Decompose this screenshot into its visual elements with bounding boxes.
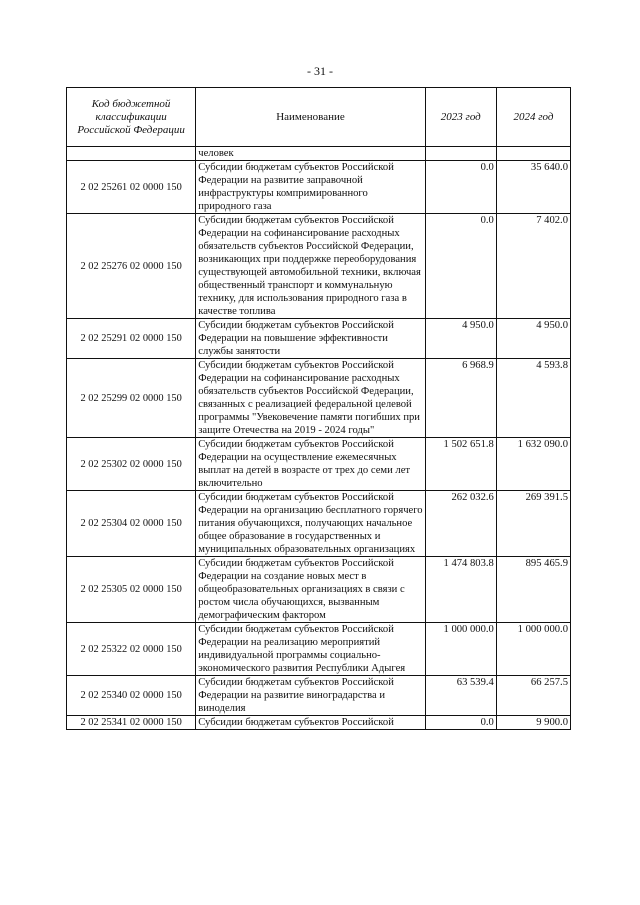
table-row [67, 676, 571, 716]
table-row [67, 161, 571, 214]
row-value-2024: 1 000 000.0 [496, 623, 570, 676]
row-value-2023: 1 000 000.0 [425, 623, 496, 676]
header-year-2023: 2023 год [425, 88, 496, 147]
row-code: 2 02 25304 02 0000 150 [67, 491, 196, 557]
row-value-2023: 4 950.0 [425, 319, 496, 359]
row-name: Субсидии бюджетам субъектов Российской Федерации на софинансирование расходных обязательств субъектов Российской Федерации, связанных с реализацией федеральной целевой программы "Увековечение памяти погибших при защите Отечества на 2019 - 2024 годы" [196, 359, 425, 438]
budget-table [66, 87, 571, 730]
page-number: - 31 - [307, 64, 333, 78]
row-name: Субсидии бюджетам субъектов Российской [196, 716, 425, 730]
row-value-2023: 1 502 651.8 [425, 438, 496, 491]
row-value-2024: 7 402.0 [496, 214, 570, 319]
row-value-2024: 9 900.0 [496, 716, 570, 730]
row-value-2024: 35 640.0 [496, 161, 570, 214]
row-value-2023 [425, 147, 496, 161]
row-value-2024: 4 593.8 [496, 359, 570, 438]
table-row [67, 557, 571, 623]
row-value-2023: 0.0 [425, 716, 496, 730]
table-row [67, 214, 571, 319]
row-code: 2 02 25291 02 0000 150 [67, 319, 196, 359]
table-row [67, 623, 571, 676]
row-value-2023: 6 968.9 [425, 359, 496, 438]
header-code: Код бюджетной классификации Российской Федерации [67, 88, 196, 147]
row-code: 2 02 25302 02 0000 150 [67, 438, 196, 491]
row-name: Субсидии бюджетам субъектов Российской Федерации на повышение эффективности службы занятости [196, 319, 425, 359]
row-code: 2 02 25276 02 0000 150 [67, 214, 196, 319]
row-value-2024 [496, 147, 570, 161]
table-row [67, 359, 571, 438]
table-row [67, 319, 571, 359]
table-row [67, 147, 571, 161]
row-value-2023: 0.0 [425, 214, 496, 319]
row-value-2024: 66 257.5 [496, 676, 570, 716]
header-year-2024: 2024 год [496, 88, 570, 147]
row-name: Субсидии бюджетам субъектов Российской Федерации на софинансирование расходных обязательств субъектов Российской Федерации, возникающих при поддержке переоборудования существующей автомобильной техники, включая общественный транспорт и коммунальную технику, для использования природного газа в качестве топлива [196, 214, 425, 319]
row-value-2024: 269 391.5 [496, 491, 570, 557]
row-code: 2 02 25322 02 0000 150 [67, 623, 196, 676]
row-code: 2 02 25340 02 0000 150 [67, 676, 196, 716]
row-code: 2 02 25341 02 0000 150 [67, 716, 196, 730]
header-name: Наименование [196, 88, 425, 147]
row-name: Субсидии бюджетам субъектов Российской Федерации на развитие виноградарства и виноделия [196, 676, 425, 716]
row-value-2023: 0.0 [425, 161, 496, 214]
row-value-2023: 63 539.4 [425, 676, 496, 716]
row-name: человек [196, 147, 425, 161]
row-value-2023: 262 032.6 [425, 491, 496, 557]
row-code: 2 02 25299 02 0000 150 [67, 359, 196, 438]
table-header-row [67, 88, 571, 147]
table-row [67, 716, 571, 730]
table-row [67, 491, 571, 557]
row-name: Субсидии бюджетам субъектов Российской Федерации на создание новых мест в общеобразовательных организациях в связи с ростом числа обучающихся, вызванным демографическим фактором [196, 557, 425, 623]
row-name: Субсидии бюджетам субъектов Российской Федерации на реализацию мероприятий индивидуальной программы социально-экономического развития Республики Адыгея [196, 623, 425, 676]
row-value-2024: 895 465.9 [496, 557, 570, 623]
row-code [67, 147, 196, 161]
row-code: 2 02 25261 02 0000 150 [67, 161, 196, 214]
table-row [67, 438, 571, 491]
row-name: Субсидии бюджетам субъектов Российской Федерации на развитие заправочной инфраструктуры компримированного природного газа [196, 161, 425, 214]
row-value-2024: 4 950.0 [496, 319, 570, 359]
row-name: Субсидии бюджетам субъектов Российской Федерации на осуществление ежемесячных выплат на детей в возрасте от трех до семи лет включительно [196, 438, 425, 491]
row-value-2023: 1 474 803.8 [425, 557, 496, 623]
row-name: Субсидии бюджетам субъектов Российской Федерации на организацию бесплатного горячего питания обучающихся, получающих начальное общее образование в государственных и муниципальных образовательных организациях [196, 491, 425, 557]
row-value-2024: 1 632 090.0 [496, 438, 570, 491]
row-code: 2 02 25305 02 0000 150 [67, 557, 196, 623]
